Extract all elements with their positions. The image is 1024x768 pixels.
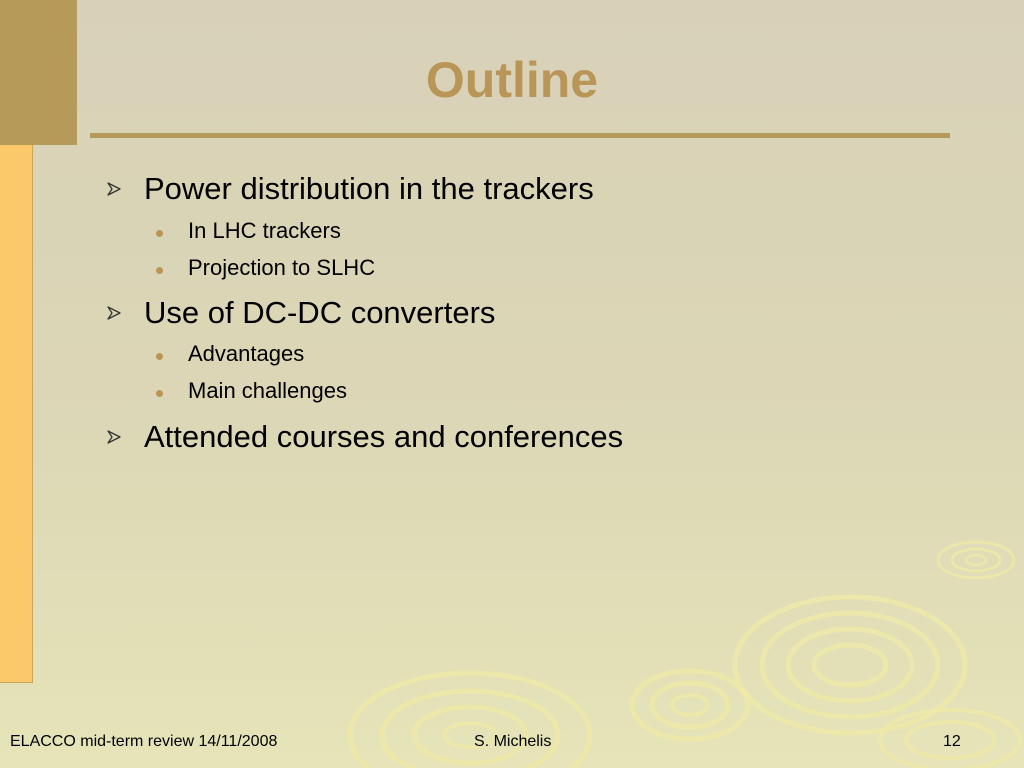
sub-bullet-item: Main challenges [188, 378, 347, 403]
footer-author: S. Michelis [474, 733, 552, 750]
bullet-item: Power distribution in the trackers [144, 171, 594, 206]
slide-number: 12 [943, 733, 961, 750]
sub-bullet-item: In LHC trackers [188, 218, 341, 243]
sub-bullet-item: Projection to SLHC [188, 255, 376, 280]
arrowhead-bullet-icon [107, 306, 121, 320]
footer-event: ELACCO mid-term review 14/11/2008 [10, 733, 278, 750]
bullet-item: Attended courses and conferences [144, 419, 624, 454]
dot-bullet-icon [156, 353, 163, 360]
arrowhead-bullet-icon [107, 182, 121, 196]
slide-title: Outline [425, 52, 599, 108]
dot-bullet-icon [156, 390, 163, 397]
dot-bullet-icon [156, 267, 163, 274]
dot-bullet-icon [156, 230, 163, 237]
sub-bullet-item: Advantages [188, 341, 305, 366]
bullet-item: Use of DC-DC converters [144, 295, 496, 330]
arrowhead-bullet-icon [107, 430, 121, 444]
